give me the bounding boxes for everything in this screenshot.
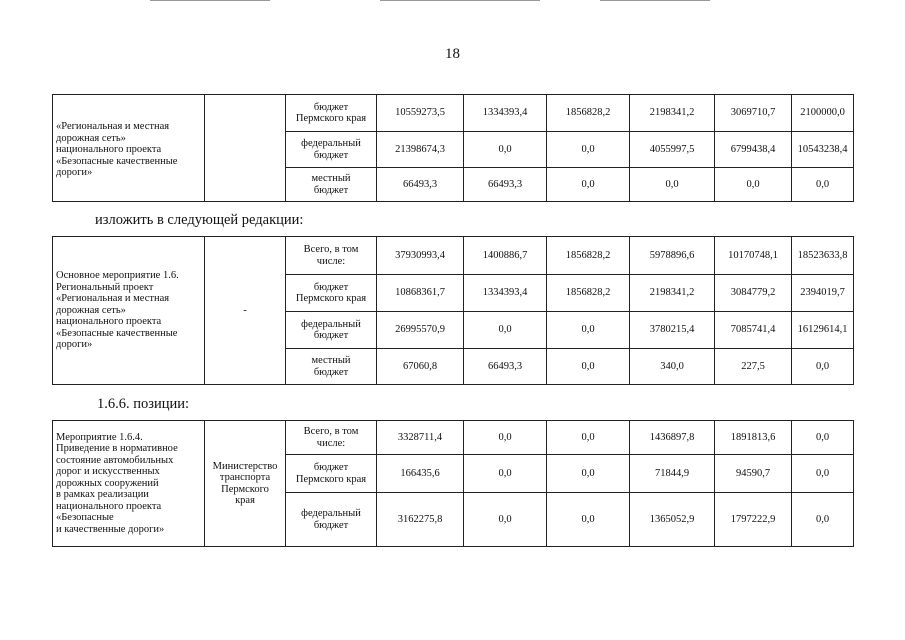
amount-cell: 0,0	[464, 421, 547, 455]
amount-cell: 0,0	[464, 132, 547, 168]
amendment-heading: изложить в следующей редакции:	[95, 212, 304, 228]
amount-cell: 1436897,8	[630, 421, 715, 455]
amount-cell: 3069710,7	[715, 95, 792, 132]
amount-cell: 0,0	[547, 132, 630, 168]
amount-cell: 0,0	[547, 421, 630, 455]
amount-cell: 6799438,4	[715, 132, 792, 168]
budget-table-activity	[52, 420, 854, 547]
activity-description: «Региональная и местная дорожная сеть» национального проекта «Безопасные качественные дороги»	[53, 95, 205, 202]
amount-cell: 1365052,9	[630, 493, 715, 547]
amount-cell: 4055997,5	[630, 132, 715, 168]
funding-source: бюджет Пермского края	[286, 455, 377, 493]
amount-cell: 7085741,4	[715, 312, 792, 349]
budget-table-old	[52, 94, 854, 202]
budget-table-new	[52, 236, 854, 385]
amount-cell: 1856828,2	[547, 237, 630, 275]
amount-cell: 0,0	[464, 312, 547, 349]
section-heading: 1.6.6. позиции:	[97, 396, 190, 412]
amount-cell: 26995570,9	[377, 312, 464, 349]
scan-edge-line	[600, 0, 710, 1]
amount-cell: 0,0	[464, 493, 547, 547]
funding-source: федеральный бюджет	[286, 493, 377, 547]
amount-cell: 5978896,6	[630, 237, 715, 275]
amount-cell: 1891813,6	[715, 421, 792, 455]
activity-description: Мероприятие 1.6.4. Приведение в нормативное состояние автомобильных дорог и искусственных дорожных сооружений в рамках реализации национального проекта «Безопасные и качественные дороги»	[53, 421, 205, 547]
scan-edge-line	[380, 0, 540, 1]
amount-cell: 10559273,5	[377, 95, 464, 132]
scan-edge-line	[150, 0, 270, 1]
amount-cell: 0,0	[547, 312, 630, 349]
amount-cell: 37930993,4	[377, 237, 464, 275]
table-row	[53, 421, 854, 455]
executor-cell: Министерство транспорта Пермского края	[205, 421, 286, 547]
funding-source: бюджет Пермского края	[286, 95, 377, 132]
funding-source: федеральный бюджет	[286, 132, 377, 168]
amount-cell: 1856828,2	[547, 95, 630, 132]
amount-cell: 16129614,1	[792, 312, 854, 349]
amount-cell: 1334393,4	[464, 275, 547, 312]
amount-cell: 0,0	[792, 168, 854, 202]
amount-cell: 67060,8	[377, 349, 464, 385]
amount-cell: 0,0	[547, 455, 630, 493]
amount-cell: 2394019,7	[792, 275, 854, 312]
amount-cell: 1797222,9	[715, 493, 792, 547]
amount-cell: 66493,3	[464, 349, 547, 385]
amount-cell: 1400886,7	[464, 237, 547, 275]
amount-cell: 0,0	[792, 493, 854, 547]
table-row	[53, 237, 854, 275]
amount-cell: 2100000,0	[792, 95, 854, 132]
amount-cell: 18523633,8	[792, 237, 854, 275]
amount-cell: 10543238,4	[792, 132, 854, 168]
amount-cell: 166435,6	[377, 455, 464, 493]
amount-cell: 0,0	[547, 493, 630, 547]
funding-source: местный бюджет	[286, 168, 377, 202]
amount-cell: 227,5	[715, 349, 792, 385]
amount-cell: 2198341,2	[630, 95, 715, 132]
amount-cell: 3780215,4	[630, 312, 715, 349]
table-row	[53, 95, 854, 132]
amount-cell: 3162275,8	[377, 493, 464, 547]
amount-cell: 0,0	[464, 455, 547, 493]
activity-description: Основное мероприятие 1.6. Региональный проект «Региональная и местная дорожная сеть» национального проекта «Безопасные качественные дороги»	[53, 237, 205, 385]
funding-source: федеральный бюджет	[286, 312, 377, 349]
amount-cell: 0,0	[715, 168, 792, 202]
amount-cell: 0,0	[792, 455, 854, 493]
amount-cell: 0,0	[792, 349, 854, 385]
amount-cell: 0,0	[792, 421, 854, 455]
amount-cell: 1334393,4	[464, 95, 547, 132]
amount-cell: 71844,9	[630, 455, 715, 493]
funding-source: местный бюджет	[286, 349, 377, 385]
funding-source: Всего, в том числе:	[286, 421, 377, 455]
amount-cell: 0,0	[547, 168, 630, 202]
amount-cell: 340,0	[630, 349, 715, 385]
amount-cell: 21398674,3	[377, 132, 464, 168]
executor-cell	[205, 95, 286, 202]
amount-cell: 3084779,2	[715, 275, 792, 312]
amount-cell: 10170748,1	[715, 237, 792, 275]
funding-source: бюджет Пермского края	[286, 275, 377, 312]
page-number: 18	[445, 46, 460, 62]
amount-cell: 10868361,7	[377, 275, 464, 312]
funding-source: Всего, в том числе:	[286, 237, 377, 275]
amount-cell: 1856828,2	[547, 275, 630, 312]
amount-cell: 2198341,2	[630, 275, 715, 312]
amount-cell: 66493,3	[377, 168, 464, 202]
amount-cell: 94590,7	[715, 455, 792, 493]
amount-cell: 66493,3	[464, 168, 547, 202]
amount-cell: 0,0	[547, 349, 630, 385]
executor-cell: -	[205, 237, 286, 385]
amount-cell: 0,0	[630, 168, 715, 202]
amount-cell: 3328711,4	[377, 421, 464, 455]
